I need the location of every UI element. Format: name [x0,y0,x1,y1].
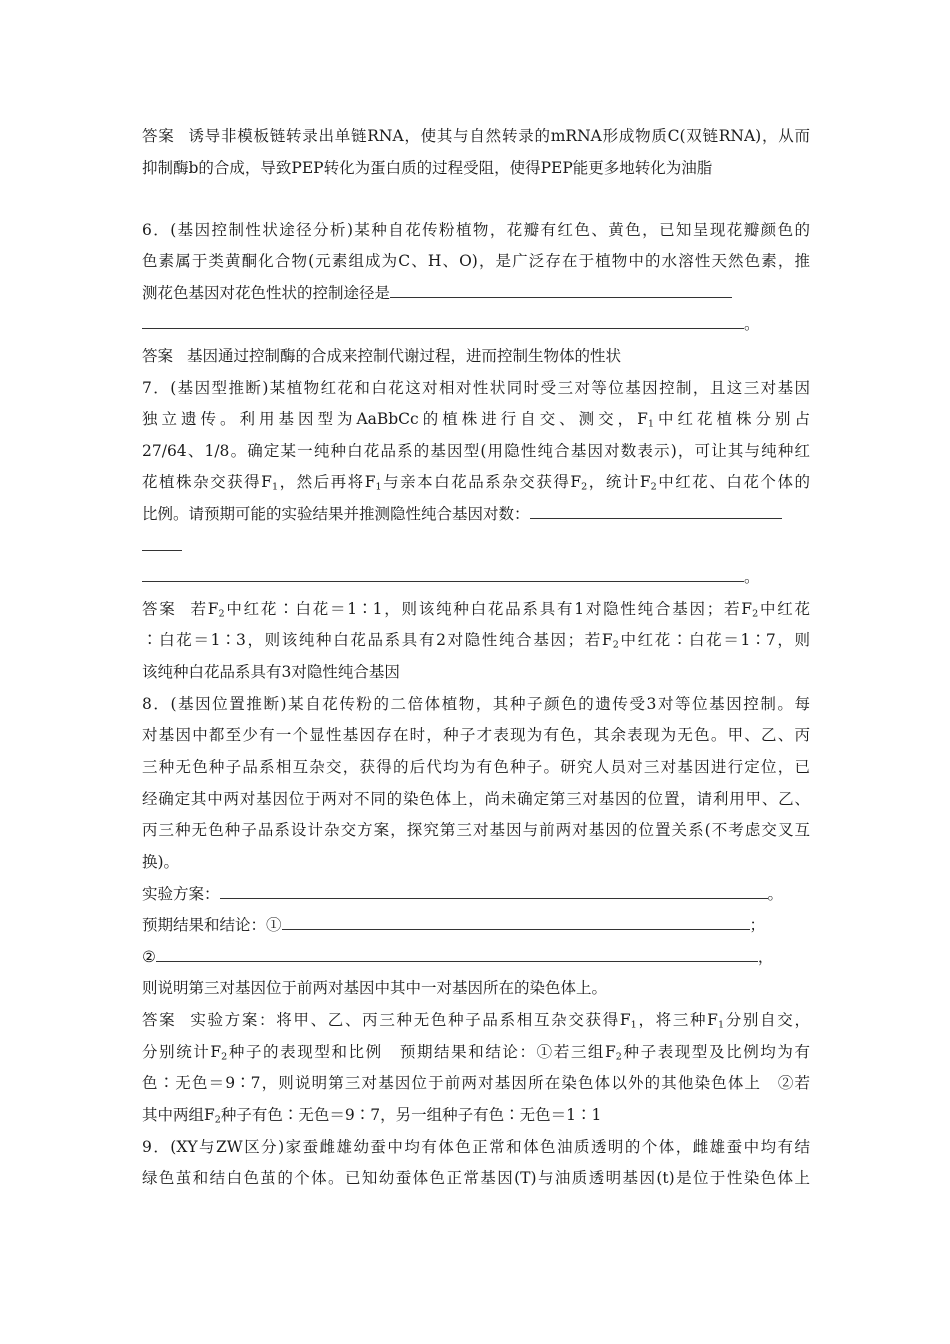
answer-5-line-2: 抑制酶b的合成，导致PEP转化为蛋白质的过程受阻，使得PEP能更多地转化为油脂 [142,159,713,177]
question-7-line-4: 花植株杂交获得$F_1$，然后再将$F_1$与亲本白花品系杂交获得$F_2$，统计$F_2$中红花、白花个体的 [142,473,810,493]
answer-blank [142,314,744,329]
question-6-line-1: 6．(基因控制性状途径分析)某种自花传粉植物，花瓣有红色、黄色，已知呈现花瓣颜色的 [142,221,810,239]
question-6-line-4: 。 [142,314,760,334]
question-7-line-5: 比例。请预期可能的实验结果并推测隐性纯合基因对数： [142,504,782,524]
question-8-line-1: 8．(基因位置推断)某自花传粉的二倍体植物，其种子颜色的遗传受3对等位基因控制。每 [142,695,810,713]
expected-result-line-2: ② ， [142,948,774,966]
answer-7-line-3: 该纯种白花品系具有3对隐性纯合基因 [142,663,400,681]
answer-5-line-1: 答案 诱导非模板链转录出单链RNA，使其与自然转录的mRNA形成物质C(双链RNA)，从而 [142,127,810,145]
answer-blank [142,536,182,551]
expected-result-line-1: 预期结果和结论：① ； [142,916,766,934]
question-8-line-6: 换)。 [142,853,180,871]
question-7-line-2: 独立遗传。利用基因型为AaBbCc的植株进行自交、测交，$F_1$中红花植株分别占 [142,410,810,430]
answer-blank [390,283,732,298]
answer-blank [220,884,768,899]
question-7-line-3: 27/64、1/8。确定某一纯种白花品系的基因型(用隐性纯合基因对数表示)，可让其与纯种红 [142,442,810,460]
answer-6: 答案 基因通过控制酶的合成来控制代谢过程，进而控制生物体的性状 [142,347,621,365]
question-7-line-6 [142,536,182,556]
question-6-line-3: 测花色基因对花色性状的控制途径是 [142,283,732,303]
answer-7-line-2: ∶白花＝1∶3，则该纯种白花品系具有2对隐性纯合基因；若$F_2$中红花∶白花＝1∶7，则 [142,631,810,651]
question-8-line-4: 经确定其中两对基因位于两对不同的染色体上，尚未确定第三对基因的位置，请利用甲、乙、 [142,790,810,808]
question-7-line-7: 。 [142,567,760,587]
answer-7-line-1: 答案 若$F_2$中红花∶白花＝1∶1，则该纯种白花品系具有1对隐性纯合基因；若$F_2$中红花 [142,600,810,620]
question-6-line-2: 色素属于类黄酮化合物(元素组成为C、H、O)，是广泛存在于植物中的水溶性天然色素，推 [142,252,810,270]
question-9-line-2: 绿色茧和结白色茧的个体。已知幼蚕体色正常基因(T)与油质透明基因(t)是位于性染色体上 [142,1169,810,1187]
answer-blank [142,567,744,582]
question-8-line-5: 丙三种无色种子品系设计杂交方案，探究第三对基因与前两对基因的位置关系(不考虑交叉互 [142,821,810,839]
question-9-line-1: 9．(XY与ZW区分)家蚕雌雄幼蚕中均有体色正常和体色油质透明的个体，雌雄蚕中均有结 [142,1138,810,1156]
answer-blank [156,947,758,962]
question-8-conclusion: 则说明第三对基因位于前两对基因中其中一对基因所在的染色体上。 [142,979,608,997]
question-8-line-3: 三种无色种子品系相互杂交，获得的后代均为有色种子。研究人员对三对基因进行定位，已 [142,758,810,776]
experiment-plan-line: 实验方案： 。 [142,885,784,903]
answer-8-line-2: 分别统计$F_2$种子的表现型和比例 预期结果和结论：①若三组$F_2$种子表现型及比例均为有 [142,1043,810,1063]
answer-blank [282,915,750,930]
question-7-line-1: 7．(基因型推断)某植物红花和白花这对相对性状同时受三对等位基因控制，且这三对基因 [142,379,810,397]
answer-8-line-3: 色∶无色＝9∶7，则说明第三对基因位于前两对基因所在染色体以外的其他染色体上 ②若 [142,1074,810,1092]
answer-blank [530,504,782,519]
question-8-line-2: 对基因中都至少有一个显性基因存在时，种子才表现为有色，其余表现为无色。甲、乙、丙 [142,726,810,744]
answer-8-line-1: 答案 实验方案：将甲、乙、丙三种无色种子品系相互杂交获得$F_1$，将三种$F_1$分别自交， [142,1011,810,1031]
answer-8-line-4: 其中两组$F_2$种子有色∶无色＝9∶7，另一组种子有色∶无色＝1∶1 [142,1106,602,1126]
